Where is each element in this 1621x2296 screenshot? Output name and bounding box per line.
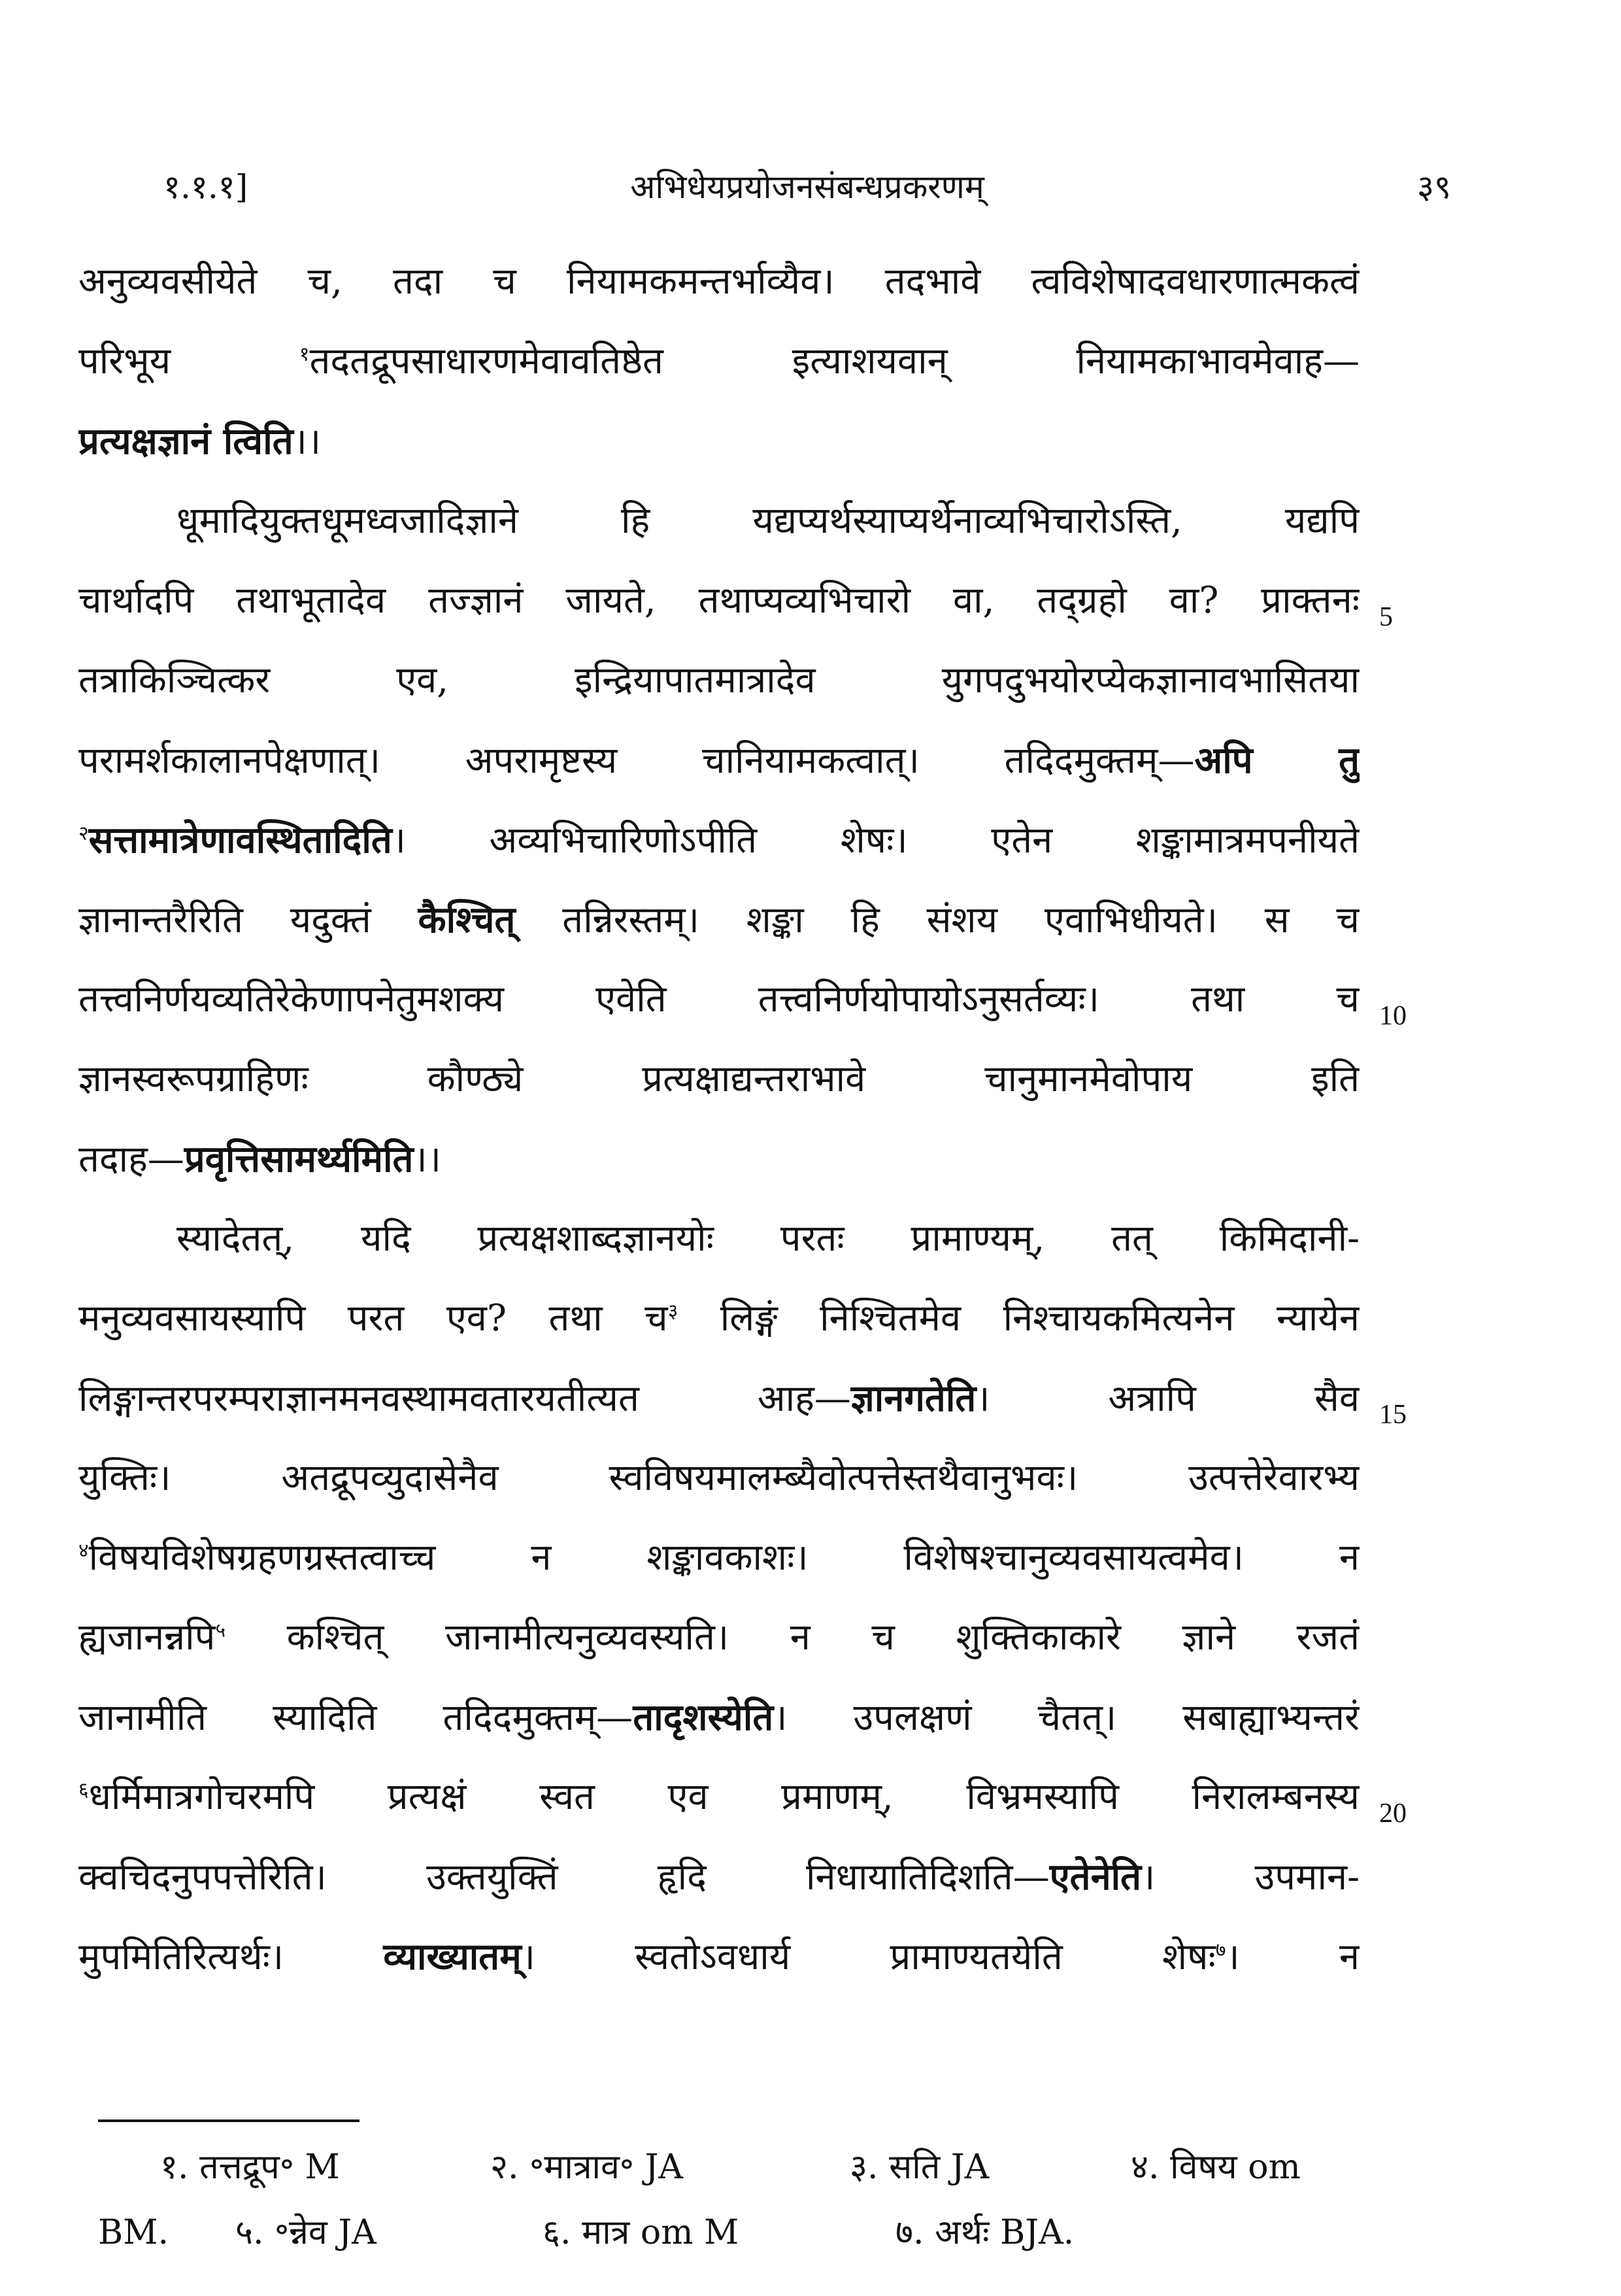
- footnote-marker: १: [299, 343, 310, 366]
- footnote-row: [98, 2135, 1340, 2200]
- text-segment: मुपमितिरित्यर्थः।: [78, 1936, 384, 1978]
- lemma-text: सत्तामात्रेणावस्थितादिति: [88, 819, 392, 862]
- footnote-marker: ५: [215, 1619, 226, 1642]
- footnotes: [98, 2135, 1340, 2265]
- text-segment: । अत्रापि सैव: [976, 1377, 1360, 1420]
- text-line: [78, 1757, 1360, 1837]
- text-segment: ।।: [293, 420, 322, 463]
- text-segment: तन्निरस्तम्। शङ्का हि संशय एवाभिधीयते। स च: [515, 899, 1360, 941]
- text-segment: । उपमान-: [1141, 1856, 1360, 1899]
- text-segment: जानामीति स्यादिति तदिदमुक्तम्—: [78, 1697, 633, 1739]
- footnote: ३. सति JA: [850, 2148, 990, 2187]
- text-segment: ह्यजानन्नपि: [78, 1616, 216, 1659]
- page-title: अभिधेयप्रयोजनसंबन्धप्रकरणम्: [630, 168, 984, 206]
- lemma-text: व्याख्यातम्: [383, 1935, 522, 1978]
- footnote-marker: २: [78, 822, 89, 845]
- footnote: २. ॰मात्राव॰ JA: [490, 2148, 683, 2187]
- text-line: [78, 800, 1360, 880]
- footnote: ४. विषय om: [1131, 2148, 1301, 2187]
- text-segment: तत्त्वनिर्णयव्यतिरेकेणापनेतुमशक्य एवेति तत्त्वनिर्णयोपायोऽनुसर्तव्यः। तथा च: [78, 978, 1360, 1021]
- text-line: [78, 1837, 1360, 1917]
- text-segment: युक्तिः। अतद्रूपव्युदासेनैव स्वविषयमालम्ब्यैवोत्पत्तेस्तथैवानुभवः। उत्पत्तेरेवारभ्य: [78, 1457, 1360, 1499]
- text-segment: विषयविशेषग्रहणग्रस्तत्वाच्च न शङ्कावकाशः। विशेषश्चानुव्यवसायत्वमेव। न: [88, 1536, 1360, 1579]
- line-number: 20: [1379, 1798, 1407, 1829]
- running-header: [163, 163, 1451, 222]
- text-line: [78, 880, 1360, 960]
- text-segment: । अव्यभिचारिणोऽपीति शेषः। एतेन शङ्कामात्रमपनीयते: [392, 819, 1360, 862]
- text-segment: लिङ्गं निश्चितमेव निश्चायकमित्यनेन न्यायेन: [678, 1297, 1360, 1340]
- text-line: [78, 401, 1360, 481]
- text-segment: मनुव्यवसायस्यापि परत एव? तथा च: [78, 1297, 668, 1340]
- text-segment: । उपलक्षणं चैतत्। सबाह्याभ्यन्तरं: [773, 1697, 1360, 1739]
- text-segment: चार्थादपि तथाभूतादेव तज्ज्ञानं जायते, तथाप्यव्यभिचारो वा, तद्ग्रहो वा? प्राक्तनः: [78, 579, 1360, 622]
- text-line: [78, 1518, 1360, 1598]
- lemma-text: प्रत्यक्षज्ञानं त्विति: [78, 420, 293, 463]
- text-line: [78, 1279, 1360, 1359]
- footnote-marker: ४: [78, 1539, 89, 1562]
- lemma-text: अपि तु: [1194, 739, 1360, 782]
- lemma-text: एतेनेति: [1049, 1855, 1142, 1899]
- text-line: [78, 1359, 1360, 1438]
- text-segment: तत्राकिञ्चित्कर एव, इन्द्रियापातमात्रादेव युगपदुभयोरप्येकज्ञानावभासितया: [78, 659, 1360, 701]
- text-segment: ज्ञानान्तरैरिति यदुक्तं: [78, 899, 418, 941]
- footnote: ६. मात्र om M: [543, 2213, 739, 2252]
- text-segment: धर्मिमात्रगोचरमपि प्रत्यक्षं स्वत एव प्रमाणम्, विभ्रमस्यापि निरालम्बनस्य: [88, 1776, 1360, 1818]
- text-line: [78, 1438, 1360, 1518]
- text-line: [78, 481, 1360, 561]
- text-line: [78, 1678, 1360, 1757]
- text-segment: ।।: [413, 1138, 441, 1181]
- text-segment: । स्वतोऽवधार्य प्रामाण्यतयेति शेषः: [521, 1936, 1216, 1978]
- text-line: [78, 1119, 1360, 1199]
- footnote: ५. ॰न्नेव JA: [235, 2213, 376, 2252]
- footnote: १. तत्तद्रूप॰ M: [160, 2148, 340, 2187]
- footnote-row: [98, 2200, 1340, 2265]
- text-segment: क्वचिदनुपपत्तेरिति। उक्तयुक्तिं हृदि निधायातिदिशति—: [78, 1856, 1050, 1899]
- text-line: [78, 322, 1360, 401]
- line-number: 15: [1379, 1400, 1407, 1430]
- text-line: [78, 1039, 1360, 1119]
- section-number: १.१.१]: [163, 168, 248, 206]
- text-segment: ज्ञानस्वरूपग्राहिणः कौण्ठ्ये प्रत्यक्षाद्यन्तराभावे चानुमानमेवोपाय इति: [78, 1058, 1360, 1100]
- text-segment: अनुव्यवसीयेते च, तदा च नियामकमन्तर्भाव्यैव। तदभावे त्वविशेषादवधारणात्मकत्वं: [78, 260, 1360, 303]
- line-number: 5: [1379, 602, 1393, 632]
- text-line: [78, 1917, 1360, 1997]
- text-line: [78, 561, 1360, 641]
- main-text: [78, 242, 1360, 1997]
- text-line: [78, 242, 1360, 322]
- text-line: [78, 641, 1360, 720]
- page-number: ३९: [1417, 168, 1451, 206]
- lemma-text: प्रवृत्तिसामर्थ्यमिति: [184, 1138, 414, 1181]
- footnote-marker: ६: [78, 1778, 89, 1802]
- lemma-text: तादृशस्येति: [633, 1696, 774, 1739]
- line-number: 10: [1379, 1001, 1407, 1031]
- lemma-text: कैश्चित्: [418, 898, 516, 941]
- text-line: [78, 720, 1360, 800]
- text-segment: स्यादेतत्, यदि प्रत्यक्षशाब्दज्ञानयोः परतः प्रामाण्यम्, तत् किमिदानी-: [176, 1217, 1360, 1260]
- text-line: [78, 1199, 1360, 1279]
- lemma-text: ज्ञानगतेति: [850, 1377, 977, 1420]
- text-segment: लिङ्गान्तरपरम्पराज्ञानमनवस्थामवतारयतीत्यत आह—: [78, 1377, 851, 1420]
- footnote-marker: ३: [667, 1300, 678, 1323]
- text-line: [78, 1598, 1360, 1678]
- text-segment: । न: [1226, 1936, 1360, 1978]
- footnote-marker: ७: [1215, 1938, 1226, 1962]
- footnote: ७. अर्थः BJA.: [895, 2213, 1075, 2252]
- text-line: [78, 960, 1360, 1039]
- text-segment: कश्चित् जानामीत्यनुव्यवस्यति। न च शुक्तिकाकारे ज्ञाने रजतं: [226, 1616, 1360, 1659]
- text-segment: परिभूय: [78, 340, 299, 382]
- footnote: BM.: [98, 2213, 169, 2252]
- text-segment: परामर्शकालानपेक्षणात्। अपरामृष्टस्य चानियामकत्वात्। तदिदमुक्तम्—: [78, 739, 1195, 782]
- text-segment: तदाह—: [78, 1138, 184, 1181]
- text-segment: तदतद्रूपसाधारणमेवावतिष्ठेत इत्याशयवान् नियामकाभावमेवाह—: [309, 340, 1360, 382]
- footnote-rule: [98, 2119, 359, 2122]
- text-segment: धूमादियुक्तधूमध्वजादिज्ञाने हि यद्यप्यर्थस्याप्यर्थेनाव्यभिचारोऽस्ति, यद्यपि: [176, 499, 1360, 542]
